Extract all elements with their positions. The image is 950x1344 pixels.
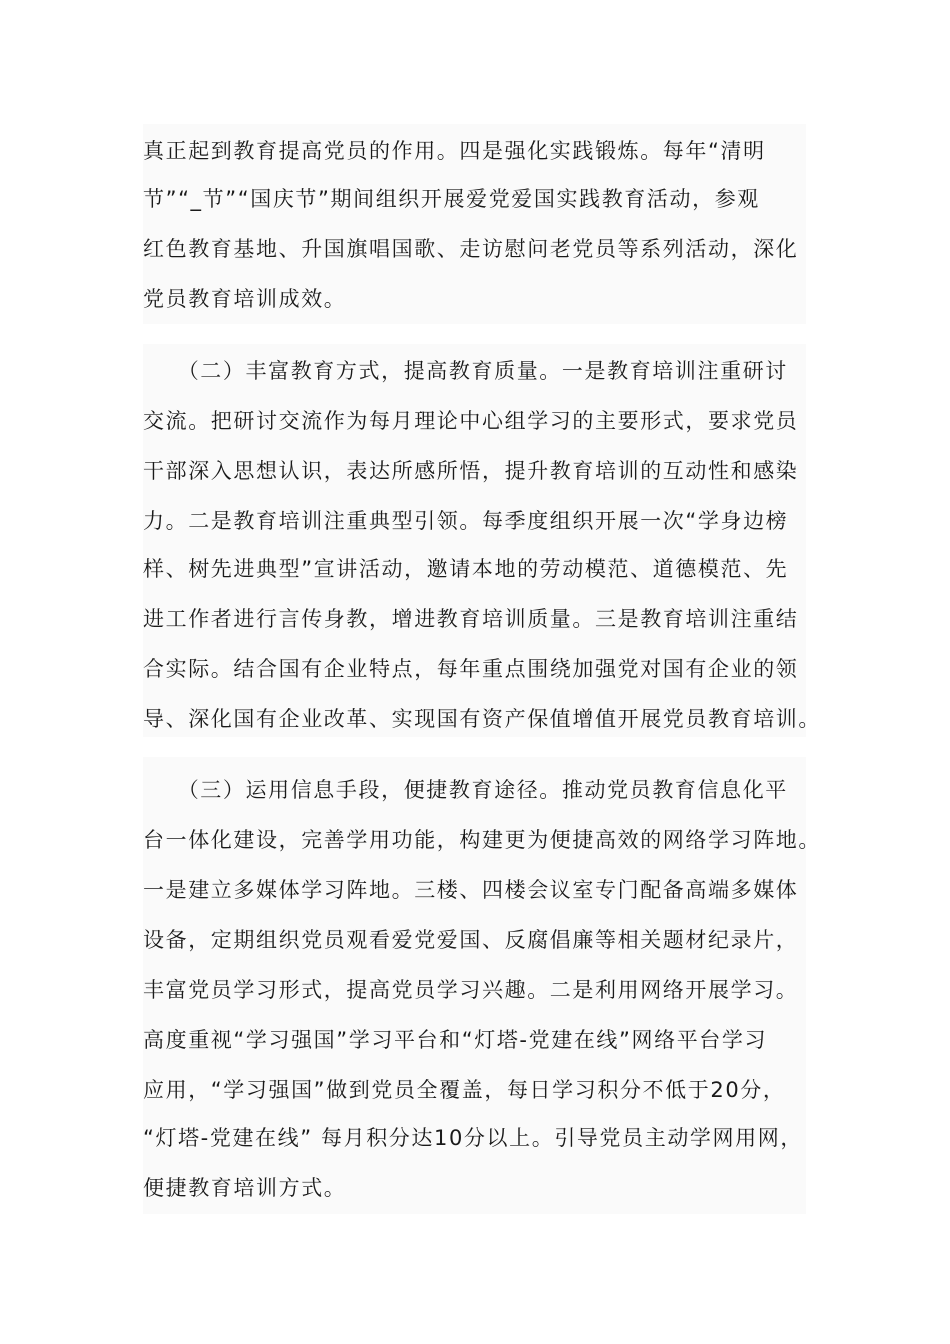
text-line: 便捷教育培训方式。 [143,1176,347,1200]
paragraph-section-3 [143,757,821,1214]
paragraph-continuation [143,124,806,324]
text-line: “灯塔-党建在线” 每月积分达10分以上。引导党员主动学网用网， [143,1126,803,1150]
text-line: 丰富党员学习形式，提高党员学习兴趣。二是利用网络开展学习。 [143,978,799,1002]
text-line: 节”“_节”“国庆节”期间组织开展爱党爱国实践教育活动，参观 [143,187,760,211]
text-line: 台一体化建设，完善学用功能，构建更为便捷高效的网络学习阵地。 [143,828,821,852]
text-line: 合实际。结合国有企业特点，每年重点围绕加强党对国有企业的领 [143,657,799,681]
text-line: 高度重视“学习强国”学习平台和“灯塔-党建在线”网络平台学习 [143,1028,768,1052]
text-line: 红色教育基地、升国旗唱国歌、走访慰问老党员等系列活动，深化 [143,237,799,261]
text-line: 应用，“学习强国”做到党员全覆盖，每日学习积分不低于20分， [143,1078,786,1102]
text-line: 导、深化国有企业改革、实现国有资产保值增值开展党员教育培训。 [143,707,821,731]
paragraph-section-2 [143,344,821,737]
text-line: 力。二是教育培训注重典型引领。每季度组织开展一次“学身边榜 [143,509,789,533]
text-line: 党员教育培训成效。 [143,287,347,311]
text-line: 样、树先进典型”宣讲活动，邀请本地的劳动模范、道德模范、先 [143,557,789,581]
text-line: 真正起到教育提高党员的作用。四是强化实践锻炼。每年“清明 [143,139,766,163]
text-line: （二）丰富教育方式，提高教育质量。一是教育培训注重研讨 [143,359,788,383]
text-line: 干部深入思想认识，表达所感所悟，提升教育培训的互动性和感染 [143,459,799,483]
text-line: 设备，定期组织党员观看爱党爱国、反腐倡廉等相关题材纪录片， [143,928,799,952]
text-line: （三）运用信息手段，便捷教育途径。推动党员教育信息化平 [143,778,788,802]
text-line: 进工作者进行言传身教，增进教育培训质量。三是教育培训注重结 [143,607,799,631]
text-line: 一是建立多媒体学习阵地。三楼、四楼会议室专门配备高端多媒体 [143,878,799,902]
text-line: 交流。把研讨交流作为每月理论中心组学习的主要形式，要求党员 [143,409,799,433]
